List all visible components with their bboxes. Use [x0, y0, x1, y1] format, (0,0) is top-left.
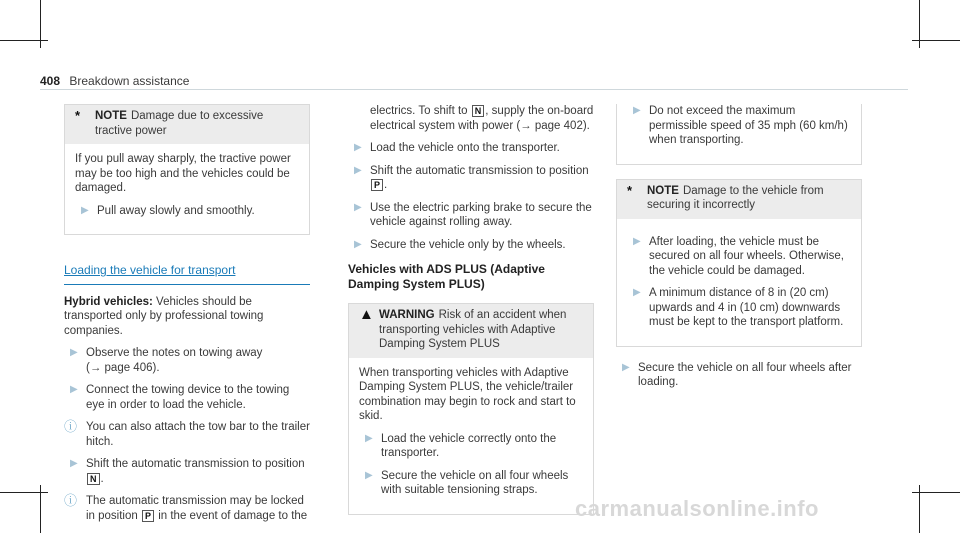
warning-heading: Risk of an accident when transporting vehicles with Adaptive Damping System PLUS [379, 309, 567, 350]
arrow-icon: ▶ [354, 238, 362, 250]
list-item: ▶ Secure the vehicle on all four wheels after loading. [616, 361, 862, 390]
column-1 [64, 104, 310, 531]
gear-p-key: P [371, 179, 383, 191]
page-title: Breakdown assistance [69, 74, 190, 88]
arrow-icon: ▶ [633, 235, 641, 247]
arrow-icon: ▶ [365, 469, 373, 481]
column-2 [348, 104, 594, 515]
list-item: ▶ Observe the notes on towing away (→ page 406). [64, 346, 310, 375]
arrow-icon: ▶ [633, 105, 641, 116]
list-item: ▶ Connect the towing device to the towing eye in order to load the vehicle. [64, 383, 310, 412]
info-note: ⓘ The automatic transmission may be locked in position P in the event of damage to the [64, 493, 308, 522]
arrow-icon: ▶ [622, 361, 630, 373]
section-title-underline [64, 284, 310, 285]
list-item: ▶ Pull away slowly and smoothly. [75, 204, 299, 219]
notice-heading: Damage due to excessive tractive power [95, 110, 264, 137]
notice-text: If you pull away sharply, the tractive power may be too high and the vehicles could be damaged. [75, 153, 291, 194]
page-header [40, 74, 189, 89]
arrow-icon: ▶ [365, 432, 373, 444]
notice-body [65, 144, 309, 234]
notice-label: NOTE [95, 110, 127, 122]
gear-n-key: N [87, 473, 100, 485]
info-icon: ⓘ [64, 419, 78, 434]
arrow-icon: ▶ [70, 347, 78, 358]
list-item: ▶ Load the vehicle correctly onto the transporter. [359, 432, 583, 461]
notice-body [617, 219, 861, 346]
crop-mark [912, 40, 960, 41]
list-item: ▶ Shift the automatic transmission to position P . [348, 164, 594, 193]
notice-icon: * [75, 108, 81, 123]
gear-n-key: N [472, 105, 485, 117]
list-item: ▶ Load the vehicle onto the transporter. [348, 141, 594, 156]
warning-head [349, 304, 593, 358]
header-divider [40, 89, 908, 90]
arrow-icon: ▶ [354, 142, 362, 153]
arrow-icon: ▶ [70, 458, 78, 469]
notice-box [616, 179, 862, 347]
list-item: ▶ Secure the vehicle only by the wheels. [348, 238, 594, 253]
page-number: 408 [40, 74, 61, 88]
warning-text: When transporting vehicles with Adaptive Damping System PLUS, the vehicle/trailer combination may begin to rock and start to skid. [359, 366, 576, 422]
crop-mark [0, 40, 48, 41]
notice-icon: * [627, 182, 633, 198]
list-item: ▶ Do not exceed the maximum permissible speed of 35 mph (60 km/h) when transporting. [627, 104, 851, 148]
gear-p-key: P [142, 510, 154, 522]
info-note: ⓘ You can also attach the tow bar to the trailer hitch. [64, 419, 310, 448]
arrow-icon: ▶ [354, 164, 362, 176]
list-item: ▶ Use the electric parking brake to secure the vehicle against rolling away. [348, 201, 594, 230]
list-item: ▶ A minimum distance of 8 in (20 cm) upwards and 4 in (10 cm) downwards must be kept to the transport platform. [627, 286, 851, 330]
notice-head [617, 180, 861, 219]
section-heading: Vehicles with ADS PLUS (Adaptive Damping System PLUS) [348, 262, 545, 291]
warning-body [349, 358, 593, 514]
crop-mark [912, 492, 960, 493]
list-item: ▶ Shift the automatic transmission to position N . [64, 457, 310, 486]
arrow-icon: ▶ [354, 201, 362, 213]
warning-icon: ▲ [359, 306, 374, 323]
notice-label: NOTE [647, 184, 679, 197]
notice-head [65, 105, 309, 144]
page-reference-link[interactable]: (→ page 406). [86, 361, 160, 374]
column-3 [616, 104, 862, 398]
intro-paragraph: Hybrid vehicles: Vehicles should be transported only by professional towing companies. [64, 295, 264, 337]
arrow-icon: ▶ [633, 287, 641, 298]
warning-label: WARNING [379, 309, 435, 321]
continued-text: electrics. To shift to N , supply the on-board electrical system with power (→ page 402). [370, 105, 594, 132]
arrow-icon: ▶ [70, 384, 78, 395]
arrow-icon: ▶ [81, 204, 89, 216]
list-item: ▶ Secure the vehicle on all four wheels with suitable tensioning straps. [359, 469, 583, 498]
continued-box [616, 104, 862, 165]
warning-box [348, 303, 594, 515]
crop-mark [0, 492, 48, 493]
list-item: ▶ After loading, the vehicle must be secured on all four wheels. Otherwise, the vehicle could be damaged. [627, 235, 851, 279]
notice-heading: Damage to the vehicle from securing it incorrectly [647, 184, 824, 211]
info-icon: ⓘ [64, 493, 78, 508]
watermark-logo: carmanualsonline.info [575, 496, 819, 521]
notice-box [64, 104, 310, 235]
section-title-link[interactable]: Loading the vehicle for transport [64, 263, 236, 277]
